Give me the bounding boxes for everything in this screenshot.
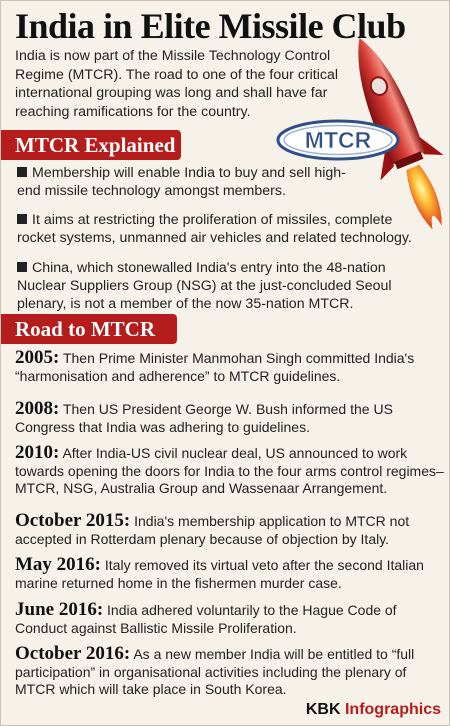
credit-line (306, 701, 441, 719)
timeline-entry (15, 349, 445, 385)
timeline-entry (15, 400, 445, 436)
timeline-text: Then US President George W. Bush informed the US Congress that India was adhering to guidelines. (15, 401, 393, 435)
section-banner-road-to-mtcr: Road to MTCR (1, 314, 177, 344)
credit-infographics: Infographics (344, 701, 441, 718)
bullet-item: China, which stonewalled India's entry into the 48-nation Nuclear Suppliers Group (NSG) at the just-concluded Seoul plenary, is not a member of the now 35-nation MTCR. (17, 260, 392, 312)
section-banner-mtcr-explained: MTCR Explained (1, 130, 181, 160)
page-title: India in Elite Missile Club (15, 6, 406, 46)
timeline-entry (15, 601, 445, 637)
timeline-year: May 2016: (15, 554, 102, 575)
bullet-square-icon (17, 262, 27, 272)
bullet-square-icon (17, 167, 27, 177)
timeline-text: After India-US civil nuclear deal, US announced to work towards opening the doors for India to the four arms control regimes– MTCR, NSG, Australia Group and Wassenaar Arrangement. (15, 445, 444, 496)
timeline-year: June 2016: (15, 599, 104, 620)
credit-brand: KBK (305, 701, 341, 718)
timeline-year: October 2015: (15, 510, 131, 531)
timeline-text: India adhered voluntarily to the Hague Code of Conduct against Ballistic Missile Proliferation. (15, 602, 397, 636)
timeline-text: As a new member India will be entitled to “full participation” in organisational activities including the plenary of MTCR which will take place in South Korea. (15, 646, 415, 697)
bullet-item: Membership will enable India to buy and sell high-end missile technology amongst members. (17, 165, 346, 199)
timeline-text: India's membership application to MTCR not accepted in Rotterdam plenary because of objection by Italy. (15, 513, 410, 547)
timeline-year: 2010: (15, 442, 60, 463)
mtcr-logo-text: MTCR (304, 127, 372, 153)
timeline-year: 2005: (15, 347, 60, 368)
intro-paragraph: India is now part of the Missile Technology Control Regime (MTCR). The road to one of the four critical international grouping was long and shall have far reaching ramifications for the country. (15, 48, 339, 120)
timeline-text: Italy removed its virtual veto after the second Italian marine returned home in the fishermen murder case. (15, 557, 424, 591)
timeline-year: October 2016: (15, 643, 131, 664)
bullet-item: It aims at restricting the proliferation of missiles, complete rocket systems, unmanned air vehicles and related technology. (17, 212, 412, 246)
timeline-text: Then Prime Minister Manmohan Singh committed India's “harmonisation and adherence” to MTCR guidelines. (15, 350, 415, 384)
timeline-entry (15, 645, 445, 699)
mtcr-logo (275, 119, 401, 161)
timeline-entry (15, 512, 445, 548)
timeline-year: 2008: (15, 398, 60, 419)
bullet-square-icon (17, 214, 27, 224)
timeline-entry (15, 444, 445, 498)
timeline-entry (15, 556, 445, 592)
